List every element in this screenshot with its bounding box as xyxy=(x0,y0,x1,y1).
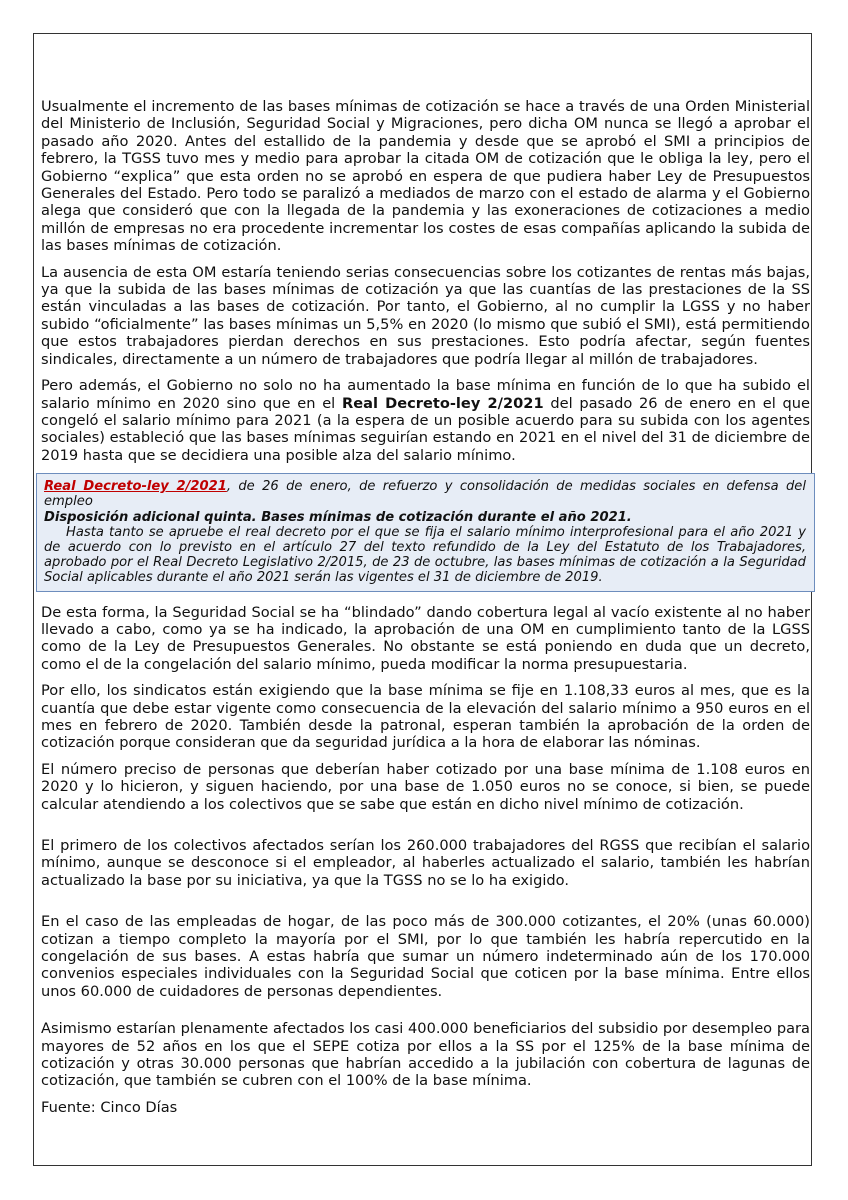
paragraph: El primero de los colectivos afectados serían los 260.000 trabajadores del RGSS que recibían el salario mínimo, aunque se desconoce si el empleador, al haberles actualizado el salario, también les habrían actualizado la base por su iniciativa, ya que la TGSS no se lo ha exigido. xyxy=(41,837,810,889)
paragraph-text: Pero además, el Gobierno no solo no ha aumentado la base mínima en función de lo que ha subido el salario mínimo en 2020 sino que en el xyxy=(41,377,810,412)
decree-excerpt-body: Hasta tanto se apruebe el real decreto por el que se fija el salario mínimo interprofesional para el año 2021 y de acuerdo con lo previsto en el artículo 27 del texto refundido de la Ley del Estatuto de los Trabajadores, aprobado por el Real Decreto Legislativo 2/2015, de 23 de octubre, las bases mínimas de cotización a la Seguridad Social aplicables durante el año 2021 serán las vigentes el 31 de diciembre de 2019. xyxy=(44,524,806,586)
paragraph: De esta forma, la Seguridad Social se ha “blindado” dando cobertura legal al vacío existente al no haber llevado a cabo, como ya se ha indicado, la aprobación de una OM en cumplimiento tanto de la LGSS como de la Ley de Presupuestos Generales. No obstante se está poniendo en duda que un decreto, como el de la congelación del salario mínimo, pueda modificar la norma presupuestaria. xyxy=(41,603,810,673)
paragraph-text: del pasado 26 de enero en el que congeló el salario mínimo para 2021 (a la espera de un posible acuerdo para su subida con los agentes sociales) estableció que las bases mínimas seguirían estando en 2021 en el nivel del 31 de diciembre de 2019 hasta que se decidiera una posible alza del salario mínimo. xyxy=(41,394,810,464)
decree-excerpt-ref: Real Decreto-ley 2/2021 xyxy=(44,479,227,495)
document-body xyxy=(41,98,810,1125)
source-attribution: Fuente: Cinco Días xyxy=(41,1098,178,1116)
paragraph: En el caso de las empleadas de hogar, de las poco más de 300.000 cotizantes, el 20% (unas 60.000) cotizan a tiempo completo la mayoría por el SMI, por lo que también les habría repercutido en la congelación de sus bases. A estas habría que sumar un número indeterminado aún de los 170.000 convenios especiales individuales con la Seguridad Social que coticen por la base mínima. Entre ellos unos 60.000 de cuidadores de personas dependientes. xyxy=(41,913,810,1000)
paragraph: Usualmente el incremento de las bases mínimas de cotización se hace a través de una Orden Ministerial del Ministerio de Inclusión, Seguridad Social y Migraciones, pero dicha OM nunca se llegó a aprobar el pasado año 2020. Antes del estallido de la pandemia y desde que se aprobó el SMI a principios de febrero, la TGSS tuvo mes y medio para aprobar la citada OM de cotización que le obliga la ley, pero el Gobierno “explica” que esta orden no se aprobó en espera de que pudiera haber Ley de Presupuestos Generales del Estado. Pero todo se paralizó a mediados de marzo con el estado de alarma y el Gobierno alega que consideró que con la llegada de la pandemia y las exoneraciones de cotizaciones a medio millón de empresas no era procedente incrementar los costes de esas compañías aplicando la subida de las bases mínimas de cotización. xyxy=(41,98,810,255)
decree-excerpt-box xyxy=(36,473,815,591)
decree-reference: Real Decreto-ley 2/2021 xyxy=(341,394,544,412)
paragraph xyxy=(41,377,810,464)
paragraph: Por ello, los sindicatos están exigiendo que la base mínima se fije en 1.108,33 euros al mes, que es la cuantía que debe estar vigente como consecuencia de la elevación del salario mínimo a 950 euros en el mes en febrero de 2020. También desde la patronal, esperan también la aprobación de la orden de cotización porque consideran que da seguridad jurídica a la hora de elaborar las nóminas. xyxy=(41,682,810,752)
paragraph: La ausencia de esta OM estaría teniendo serias consecuencias sobre los cotizantes de rentas más bajas, ya que la subida de las bases mínimas de cotización ya que las cuantías de las prestaciones de la SS están vinculadas a las bases de cotización. Por tanto, el Gobierno, al no cumplir la LGSS y no haber subido “oficialmente” las bases mínimas un 5,5% en 2020 (lo mismo que subió el SMI), está permitiendo que estos trabajadores pierdan derechos en sus prestaciones. Esto podría afectar, según fuentes sindicales, directamente a un número de trabajadores que podría llegar al millón de trabajadores. xyxy=(41,263,810,368)
paragraph: Asimismo estarían plenamente afectados los casi 400.000 beneficiarios del subsidio por desempleo para mayores de 52 años en los que el SEPE cotiza por ellos a la SS por el 125% de la base mínima de cotización y otras 30.000 personas que habrían accedido a la jubilación con cobertura de lagunas de cotización, que también se cubren con el 100% de la base mínima. xyxy=(41,1020,810,1090)
decree-excerpt-heading: Disposición adicional quinta. Bases mínimas de cotización durante el año 2021. xyxy=(44,509,632,525)
decree-excerpt-title xyxy=(44,479,806,509)
decree-excerpt-ref-rest: , de 26 de enero, de refuerzo y consolidación de medidas sociales en defensa del empleo xyxy=(44,479,806,510)
paragraph: El número preciso de personas que deberían haber cotizado por una base mínima de 1.108 euros en 2020 y lo hicieron, y siguen haciendo, por una base de 1.050 euros no se conoce, si bien, se puede calcular atendiendo a los colectivos que se sabe que están en dicho nivel mínimo de cotización. xyxy=(41,760,810,813)
